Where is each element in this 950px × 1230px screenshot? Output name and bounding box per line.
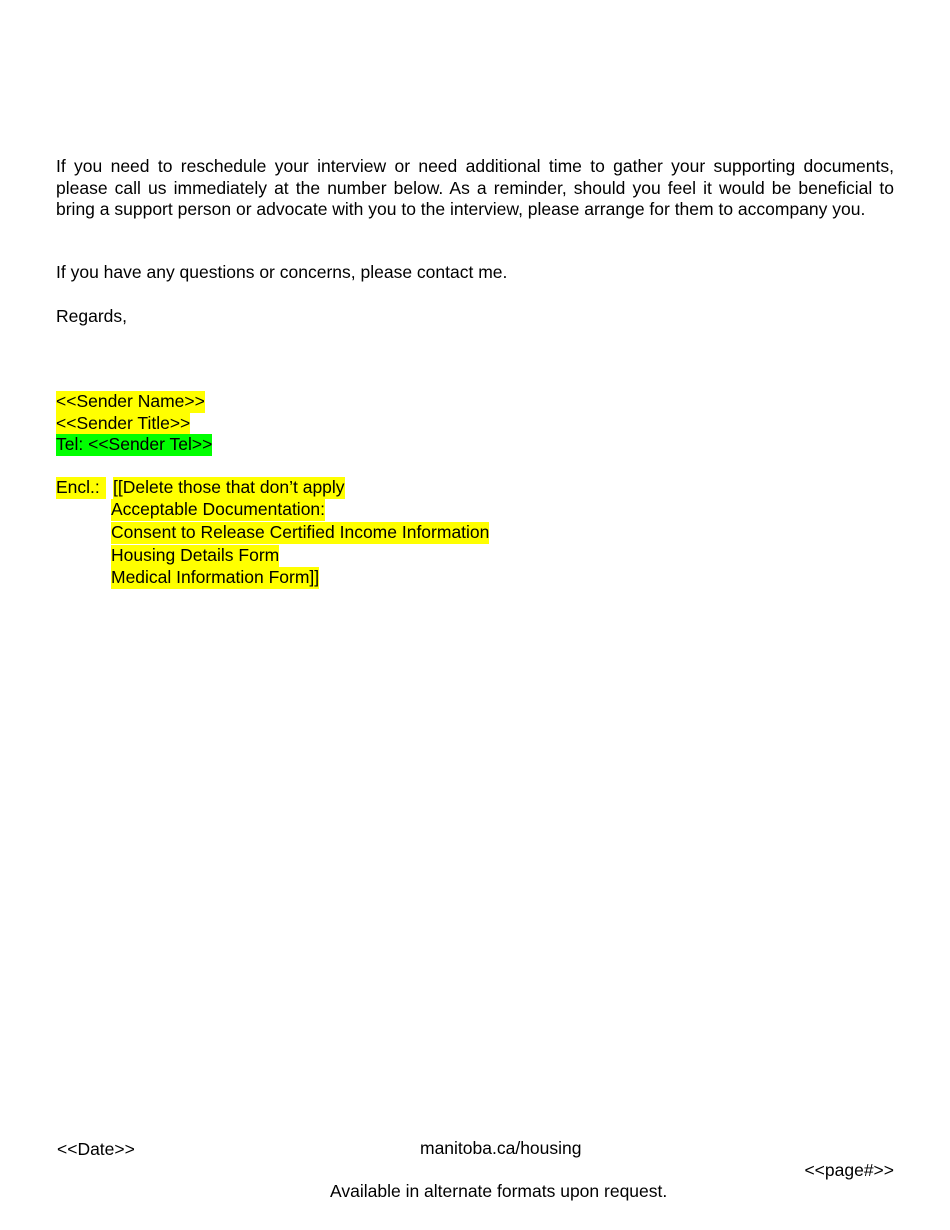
footer-page-number: <<page#>> (804, 1160, 894, 1180)
footer-website: manitoba.ca/housing (420, 1138, 582, 1158)
questions-paragraph: If you have any questions or concerns, please contact me. (56, 262, 508, 282)
enclosure-item: Medical Information Form]] (111, 567, 320, 587)
sender-name: <<Sender Name>> (56, 391, 205, 411)
footer-alternate-formats: Available in alternate formats upon request. (330, 1181, 668, 1201)
enclosure-item: Consent to Release Certified Income Information (111, 522, 490, 542)
reschedule-paragraph: If you need to reschedule your interview or need additional time to gather your supporting documents, please call us immediately at the number below. As a reminder, should you feel it would be beneficial to bring a support person or advocate with you to the interview, please arrange for them to accompany you. (56, 156, 894, 219)
closing-regards: Regards, (56, 306, 128, 326)
footer-date: <<Date>> (57, 1139, 135, 1159)
sender-tel: Tel: <<Sender Tel>> (56, 434, 213, 454)
enclosures-instruction: [[Delete those that don’t apply (113, 477, 345, 497)
enclosures-label: Encl.: (56, 477, 106, 499)
enclosure-item: Housing Details Form (111, 545, 280, 565)
enclosure-item: Acceptable Documentation: (111, 499, 326, 519)
sender-title: <<Sender Title>> (56, 413, 191, 433)
